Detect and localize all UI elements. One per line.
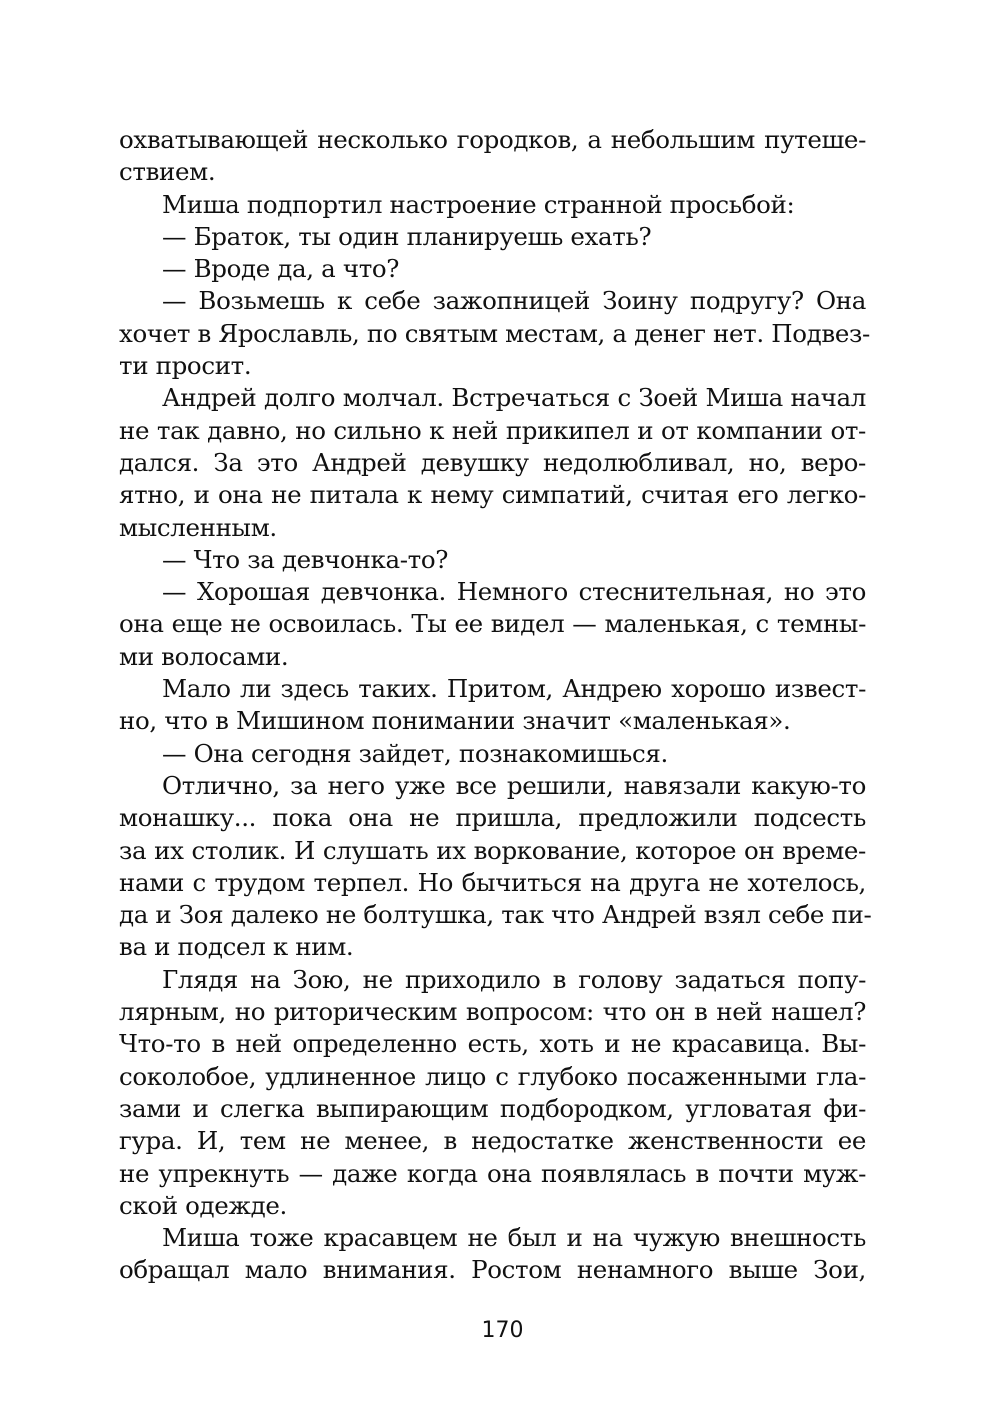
text-line: ятно, и она не питала к нему симпатий, считая его легко- [119,480,866,510]
page-number: 170 [481,1318,524,1343]
text-line: да и Зоя далеко не болтушка, так что Андрей взял себе пи- [119,900,872,930]
text-line: она еще не освоилась. Ты ее видел — маленькая, с темны- [119,609,866,639]
text-line: Андрей долго молчал. Встречаться с Зоей Миша начал [162,383,866,413]
text-line: Миша подпортил настроение странной просьбой: [162,189,795,219]
text-line: зами и слегка выпирающим подбородком, угловатая фи- [119,1093,866,1123]
text-line: Миша тоже красавцем не был и на чужую внешность [162,1223,866,1253]
text-line: ва и подсел к ним. [119,932,354,962]
text-line: дался. За это Андрей девушку недолюбливал, но, веро- [119,447,866,477]
text-line: — Хорошая девчонка. Немного стеснительная, но это [162,577,866,607]
text-line: хочет в Ярославль, по святым местам, а денег нет. Подвез- [119,318,870,348]
text-line: гура. И, тем не менее, в недостатке женственности ее [119,1126,866,1156]
text-line: ми волосами. [119,641,289,671]
text-line: мысленным. [119,512,277,542]
text-line: Что-то в ней определенно есть, хоть и не красавица. Вы- [119,1029,866,1059]
text-line: но, что в Мишином понимании значит «маленькая». [119,706,791,736]
text-line: обращал мало внимания. Ростом ненамного выше Зои, [119,1255,866,1285]
text-line: соколобое, удлиненное лицо с глубоко посаженными гла- [119,1061,866,1091]
text-line: ствием. [119,157,216,187]
text-line: Мало ли здесь таких. Притом, Андрею хорошо извест- [162,674,866,704]
text-line: Отлично, за него уже все решили, навязали какую-то [162,770,866,800]
text-line: нами с трудом терпел. Но бычиться на друга не хотелось, [119,867,866,897]
text-line: Глядя на Зою, не приходило в голову задаться попу- [162,964,866,994]
text-line: — Вроде да, а что? [162,254,400,284]
text-line: охватывающей несколько городков, а небольшим путеше- [119,125,866,154]
body-text [119,124,872,1287]
text-line: — Она сегодня зайдет, познакомишься. [162,738,668,768]
text-line: — Возьмешь к себе зажопницей Зоину подругу? Она [162,286,866,316]
text-line: монашку... пока она не пришла, предложили подсесть [119,803,866,833]
text-line: не упрекнуть — даже когда она появлялась в почти муж- [119,1158,866,1188]
text-line: за их столик. И слушать их воркование, которое он време- [119,835,866,865]
text-line: — Браток, ты один планируешь ехать? [162,221,652,251]
text-line: — Что за девчонка-то? [162,544,449,574]
text-line: лярным, но риторическим вопросом: что он в ней нашел? [119,997,866,1027]
text-line: ти просит. [119,351,252,381]
text-line: не так давно, но сильно к ней прикипел и от компании от- [119,415,866,445]
text-line: ской одежде. [119,1190,287,1220]
